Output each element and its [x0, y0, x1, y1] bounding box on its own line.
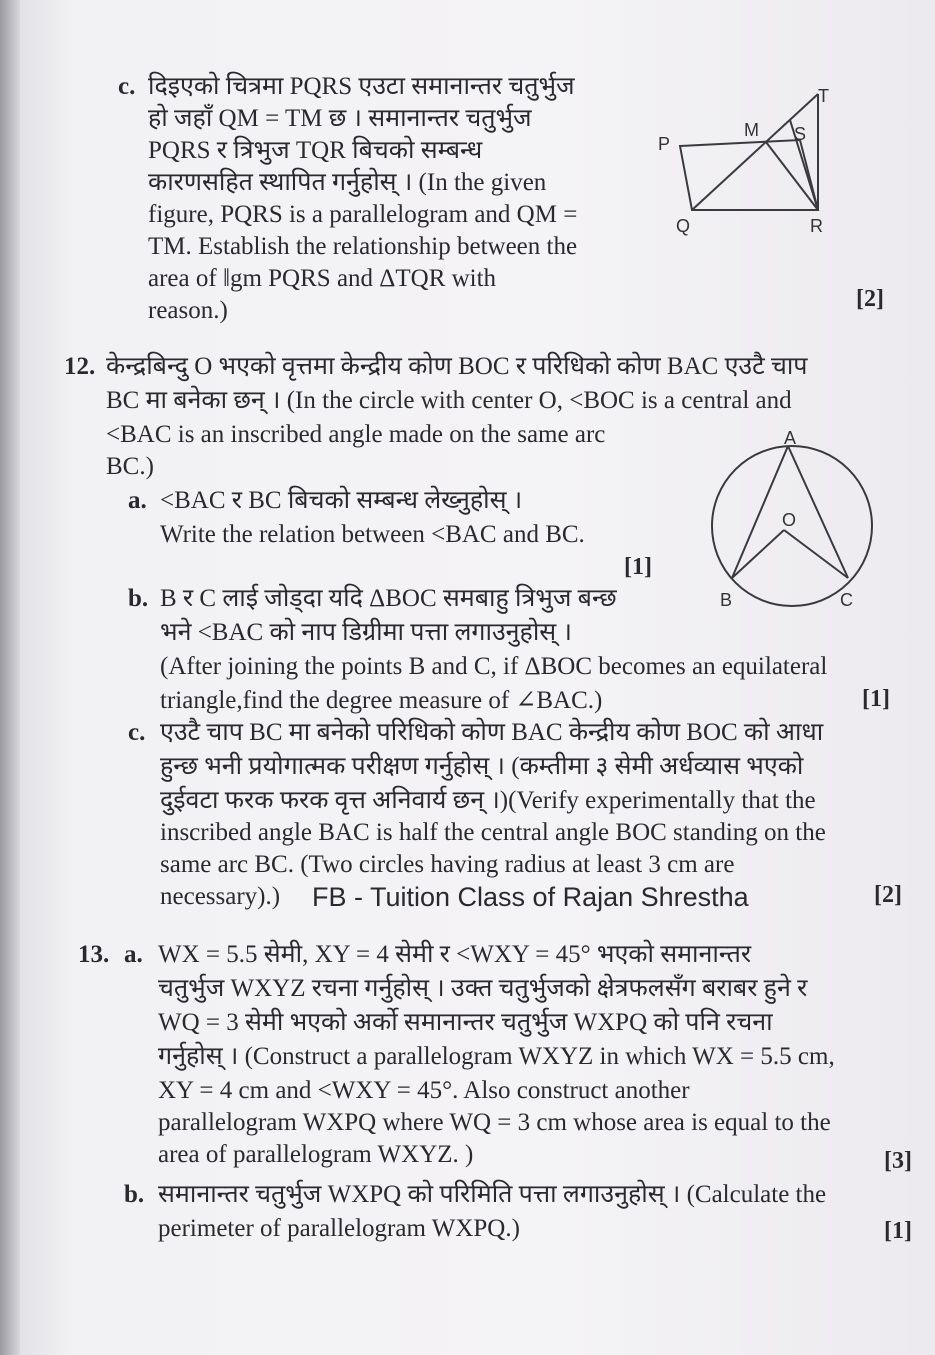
q12c-line: inscribed angle BAC is half the central angle BOC standing on the — [160, 819, 826, 846]
q12c-line: हुन्छ भनी प्रयोगात्मक परीक्षण गर्नुहोस् । (कम्तीमा ३ सेमी अर्धव्यास भएको — [160, 753, 804, 780]
q13b-marks: [1] — [884, 1218, 912, 1244]
q11c-marks: [2] — [856, 286, 884, 312]
q12a-marks: [1] — [624, 554, 652, 580]
label-b: B — [720, 590, 733, 610]
watermark-text: FB - Tuition Class of Rajan Shrestha — [312, 882, 749, 912]
q13a-label: a. — [124, 941, 143, 968]
label-q: Q — [676, 216, 691, 236]
q13b-label: b. — [124, 1181, 145, 1208]
q13b-line: perimeter of parallelogram WXPQ.) — [158, 1215, 520, 1242]
q13b-line: समानान्तर चतुर्भुज WXPQ को परिमिति पत्ता लगाउनुहोस् । (Calculate the — [158, 1181, 827, 1208]
q12-intro-line: <BAC is an inscribed angle made on the same arc — [106, 421, 606, 448]
q13a-marks: [3] — [884, 1148, 912, 1174]
q12b-label: b. — [128, 585, 149, 612]
q12b-line: भने <BAC को नाप डिग्रीमा पत्ता लगाउनुहोस् । — [160, 619, 572, 646]
q11c-label: c. — [118, 73, 136, 100]
q12-intro-line: BC.) — [106, 453, 154, 480]
q12c-line: एउटै चाप BC मा बनेको परिधिको कोण BAC केन्द्रीय कोण BOC को आधा — [160, 719, 824, 746]
q12a-label: a. — [128, 487, 147, 514]
label-r: R — [810, 216, 823, 236]
label-p: P — [658, 134, 671, 154]
q11c-line: area of ǁgm PQRS and ΔTQR with — [148, 265, 497, 292]
q11c-line: PQRS र त्रिभुज TQR बिचको सम्बन्ध — [148, 137, 483, 164]
q13a-line: parallelogram WXPQ where WQ = 3 cm whose area is equal to the — [158, 1109, 831, 1136]
q13a-line: area of parallelogram WXYZ. ) — [158, 1141, 474, 1168]
label-m: M — [744, 120, 759, 140]
q12b-line: triangle,find the degree measure of ∠BAC.) — [160, 687, 603, 714]
label-t: T — [818, 86, 829, 106]
q11c-line: दिइएको चित्रमा PQRS एउटा समानान्तर चतुर्भुज — [148, 73, 575, 100]
q12c-marks: [2] — [874, 882, 902, 908]
label-s: S — [794, 124, 807, 144]
q12b-line: B र C लाई जोड्दा यदि ΔBOC समबाहु त्रिभुज बन्छ — [160, 585, 617, 612]
q13a-line: WX = 5.5 सेमी, XY = 4 सेमी र <WXY = 45° भएको समानान्तर — [158, 941, 752, 968]
q12-intro-line: केन्द्रबिन्दु O भएको वृत्तमा केन्द्रीय कोण BOC र परिधिको कोण BAC एउटै चाप — [106, 353, 808, 380]
label-o: O — [782, 510, 797, 530]
q12c-line: दुईवटा फरक फरक वृत्त अनिवार्य छन् ।)(Verify experimentally that the — [160, 787, 816, 814]
q12c-line: necessary).) — [160, 883, 281, 910]
parallelogram-figure — [640, 80, 850, 240]
q11c-line: reason.) — [148, 297, 228, 324]
q11c-line: TM. Establish the relationship between the — [148, 233, 578, 260]
q11c-line: figure, PQRS is a parallelogram and QM = — [148, 201, 578, 228]
q11c-line: हो जहाँ QM = TM छ । समानान्तर चतुर्भुज — [148, 105, 532, 132]
q13a-line: WQ = 3 सेमी भएको अर्को समानान्तर चतुर्भुज WXPQ को पनि रचना — [158, 1009, 773, 1036]
q12a-line: <BAC र BC बिचको सम्बन्ध लेख्नुहोस् । — [160, 487, 523, 514]
label-c: C — [840, 590, 853, 610]
q12-number: 12. — [64, 353, 96, 380]
q12b-line: (After joining the points B and C, if ΔBOC becomes an equilateral — [160, 653, 828, 680]
circle-figure — [700, 424, 890, 614]
label-a: A — [784, 428, 797, 448]
q12-intro-line: BC मा बनेका छन् । (In the circle with center O, <BOC is a central and — [106, 387, 792, 414]
q12b-marks: [1] — [862, 686, 890, 712]
q12a-line: Write the relation between <BAC and BC. — [160, 521, 585, 548]
q12c-label: c. — [128, 719, 146, 746]
q13a-line: गर्नुहोस् । (Construct a parallelogram WXYZ in which WX = 5.5 cm, — [158, 1043, 835, 1070]
q11c-line: कारणसहित स्थापित गर्नुहोस् । (In the given — [148, 169, 547, 196]
q12c-line: same arc BC. (Two circles having radius at least 3 cm are — [160, 851, 735, 878]
q13a-line: XY = 4 cm and <WXY = 45°. Also construct another — [158, 1077, 690, 1104]
q13a-line: चतुर्भुज WXYZ रचना गर्नुहोस् । उक्त चतुर्भुजको क्षेत्रफलसँग बराबर हुने र — [158, 975, 808, 1002]
q13-number: 13. — [78, 941, 110, 968]
page-edge — [0, 0, 20, 1355]
